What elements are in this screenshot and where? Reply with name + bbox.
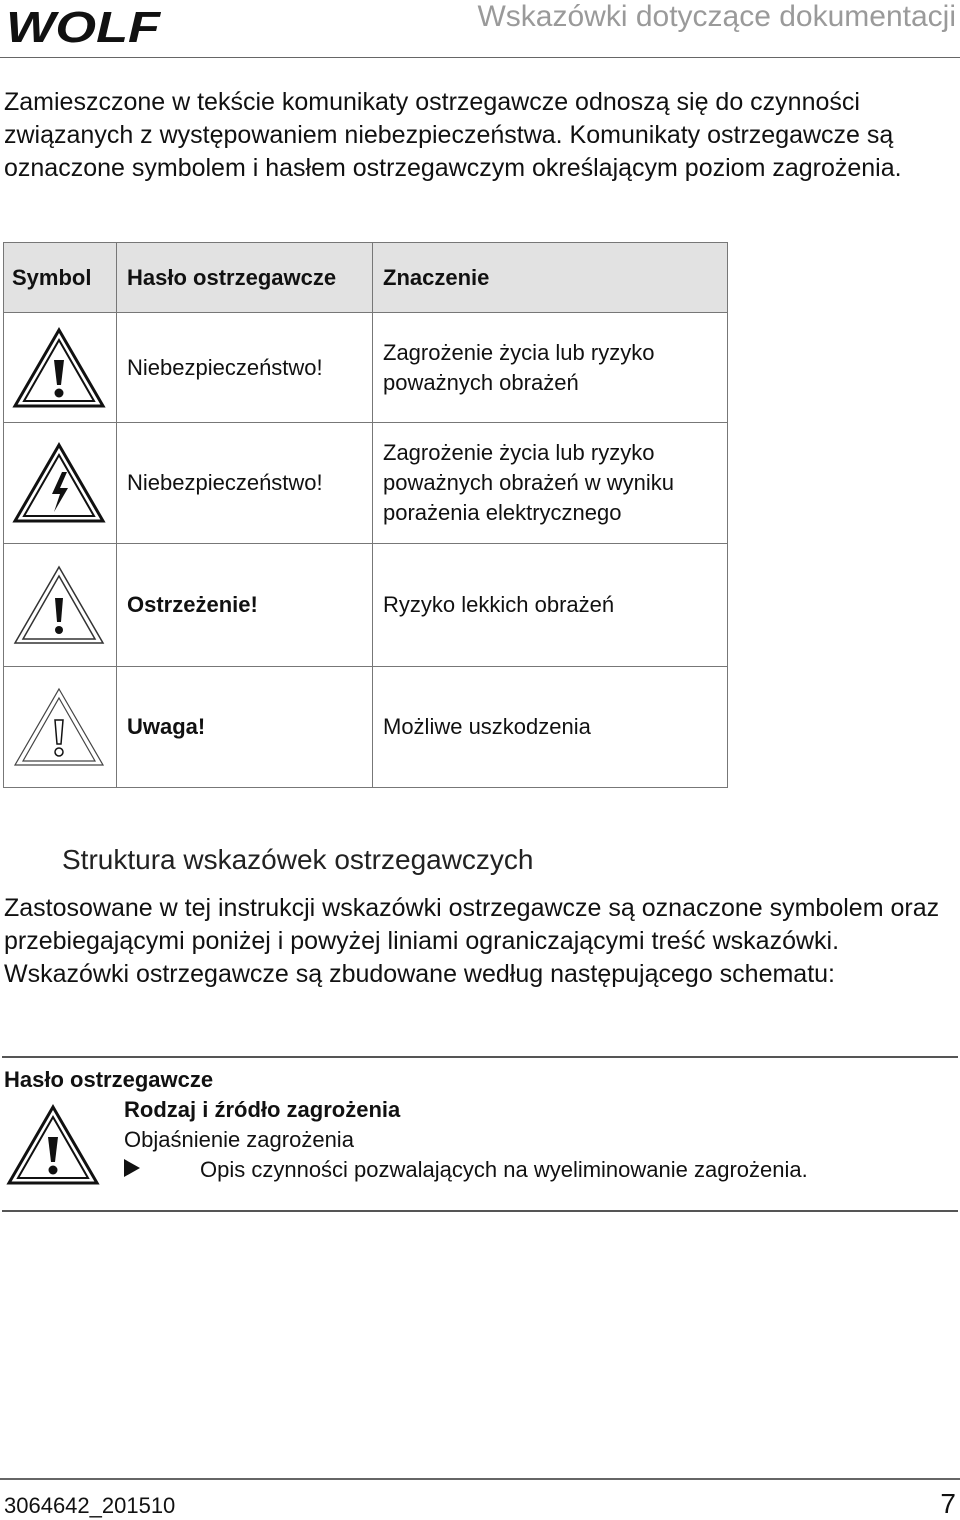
danger-exclamation-icon xyxy=(6,1104,100,1186)
warning-symbols-table xyxy=(3,242,728,788)
example-hazard-source: Rodzaj i źródło zagrożenia xyxy=(124,1097,401,1122)
triangle-bullet-icon xyxy=(124,1159,140,1177)
logo-text: WOLF xyxy=(6,4,162,48)
meaning: Zagrożenie życia lub ryzyko poważnych obrażeń xyxy=(373,313,728,423)
warning-box-bottom-line xyxy=(2,1210,958,1212)
table-header-row xyxy=(4,243,728,313)
danger-exclamation-icon xyxy=(12,327,106,409)
header-meaning: Znaczenie xyxy=(373,243,728,313)
example-signal-word: Hasło ostrzegawcze xyxy=(4,1067,214,1092)
intro-paragraph: Zamieszczone w tekście komunikaty ostrzegawcze odnoszą się do czynności związanych z występowaniem niebezpieczeństwa. Komunikaty ostrzegawcze są oznaczone symbolem i hasłem ostrzegawczym określającym poziom zagrożenia. xyxy=(4,88,902,182)
header-divider xyxy=(0,57,960,58)
signal-word: Ostrzeżenie! xyxy=(117,544,373,667)
header-signal-word: Hasło ostrzegawcze xyxy=(117,243,373,313)
meaning: Możliwe uszkodzenia xyxy=(373,667,728,788)
symbol-cell xyxy=(4,423,117,544)
electric-shock-icon xyxy=(12,442,106,524)
meaning: Zagrożenie życia lub ryzyko poważnych obrażeń w wyniku porażenia elektrycznego xyxy=(373,423,728,544)
symbol-cell xyxy=(4,544,117,667)
signal-word: Niebezpieczeństwo! xyxy=(117,423,373,544)
meaning: Ryzyko lekkich obrażeń xyxy=(373,544,728,667)
section-heading: Struktura wskazówek ostrzegawczych xyxy=(62,844,534,875)
symbol-cell xyxy=(4,667,117,788)
table-row xyxy=(4,423,728,544)
section-paragraph: Zastosowane w tej instrukcji wskazówki ostrzegawcze są oznaczone symbolem oraz przebiegającymi poniżej i powyżej liniami ograniczającymi treść wskazówki. Wskazówki ostrzegawcze są zbudowane według następującego schematu: xyxy=(4,894,940,988)
wolf-logo xyxy=(6,4,162,48)
example-action-text: Opis czynności pozwalających na wyeliminowanie zagrożenia. xyxy=(200,1157,808,1182)
signal-word: Uwaga! xyxy=(117,667,373,788)
warning-exclamation-icon xyxy=(12,564,106,646)
page-number: 7 xyxy=(940,1488,956,1519)
table-row xyxy=(4,667,728,788)
symbol-cell xyxy=(4,313,117,423)
page-title: Wskazówki dotyczące dokumentacji xyxy=(477,0,956,33)
caution-exclamation-icon xyxy=(12,686,106,768)
signal-word: Niebezpieczeństwo! xyxy=(117,313,373,423)
document-number: 3064642_201510 xyxy=(4,1493,176,1518)
warning-box-top-line xyxy=(2,1056,958,1058)
footer-divider xyxy=(0,1478,960,1480)
table-row xyxy=(4,544,728,667)
example-hazard-explanation: Objaśnienie zagrożenia xyxy=(124,1127,354,1152)
header-symbol: Symbol xyxy=(4,243,117,313)
table-row xyxy=(4,313,728,423)
